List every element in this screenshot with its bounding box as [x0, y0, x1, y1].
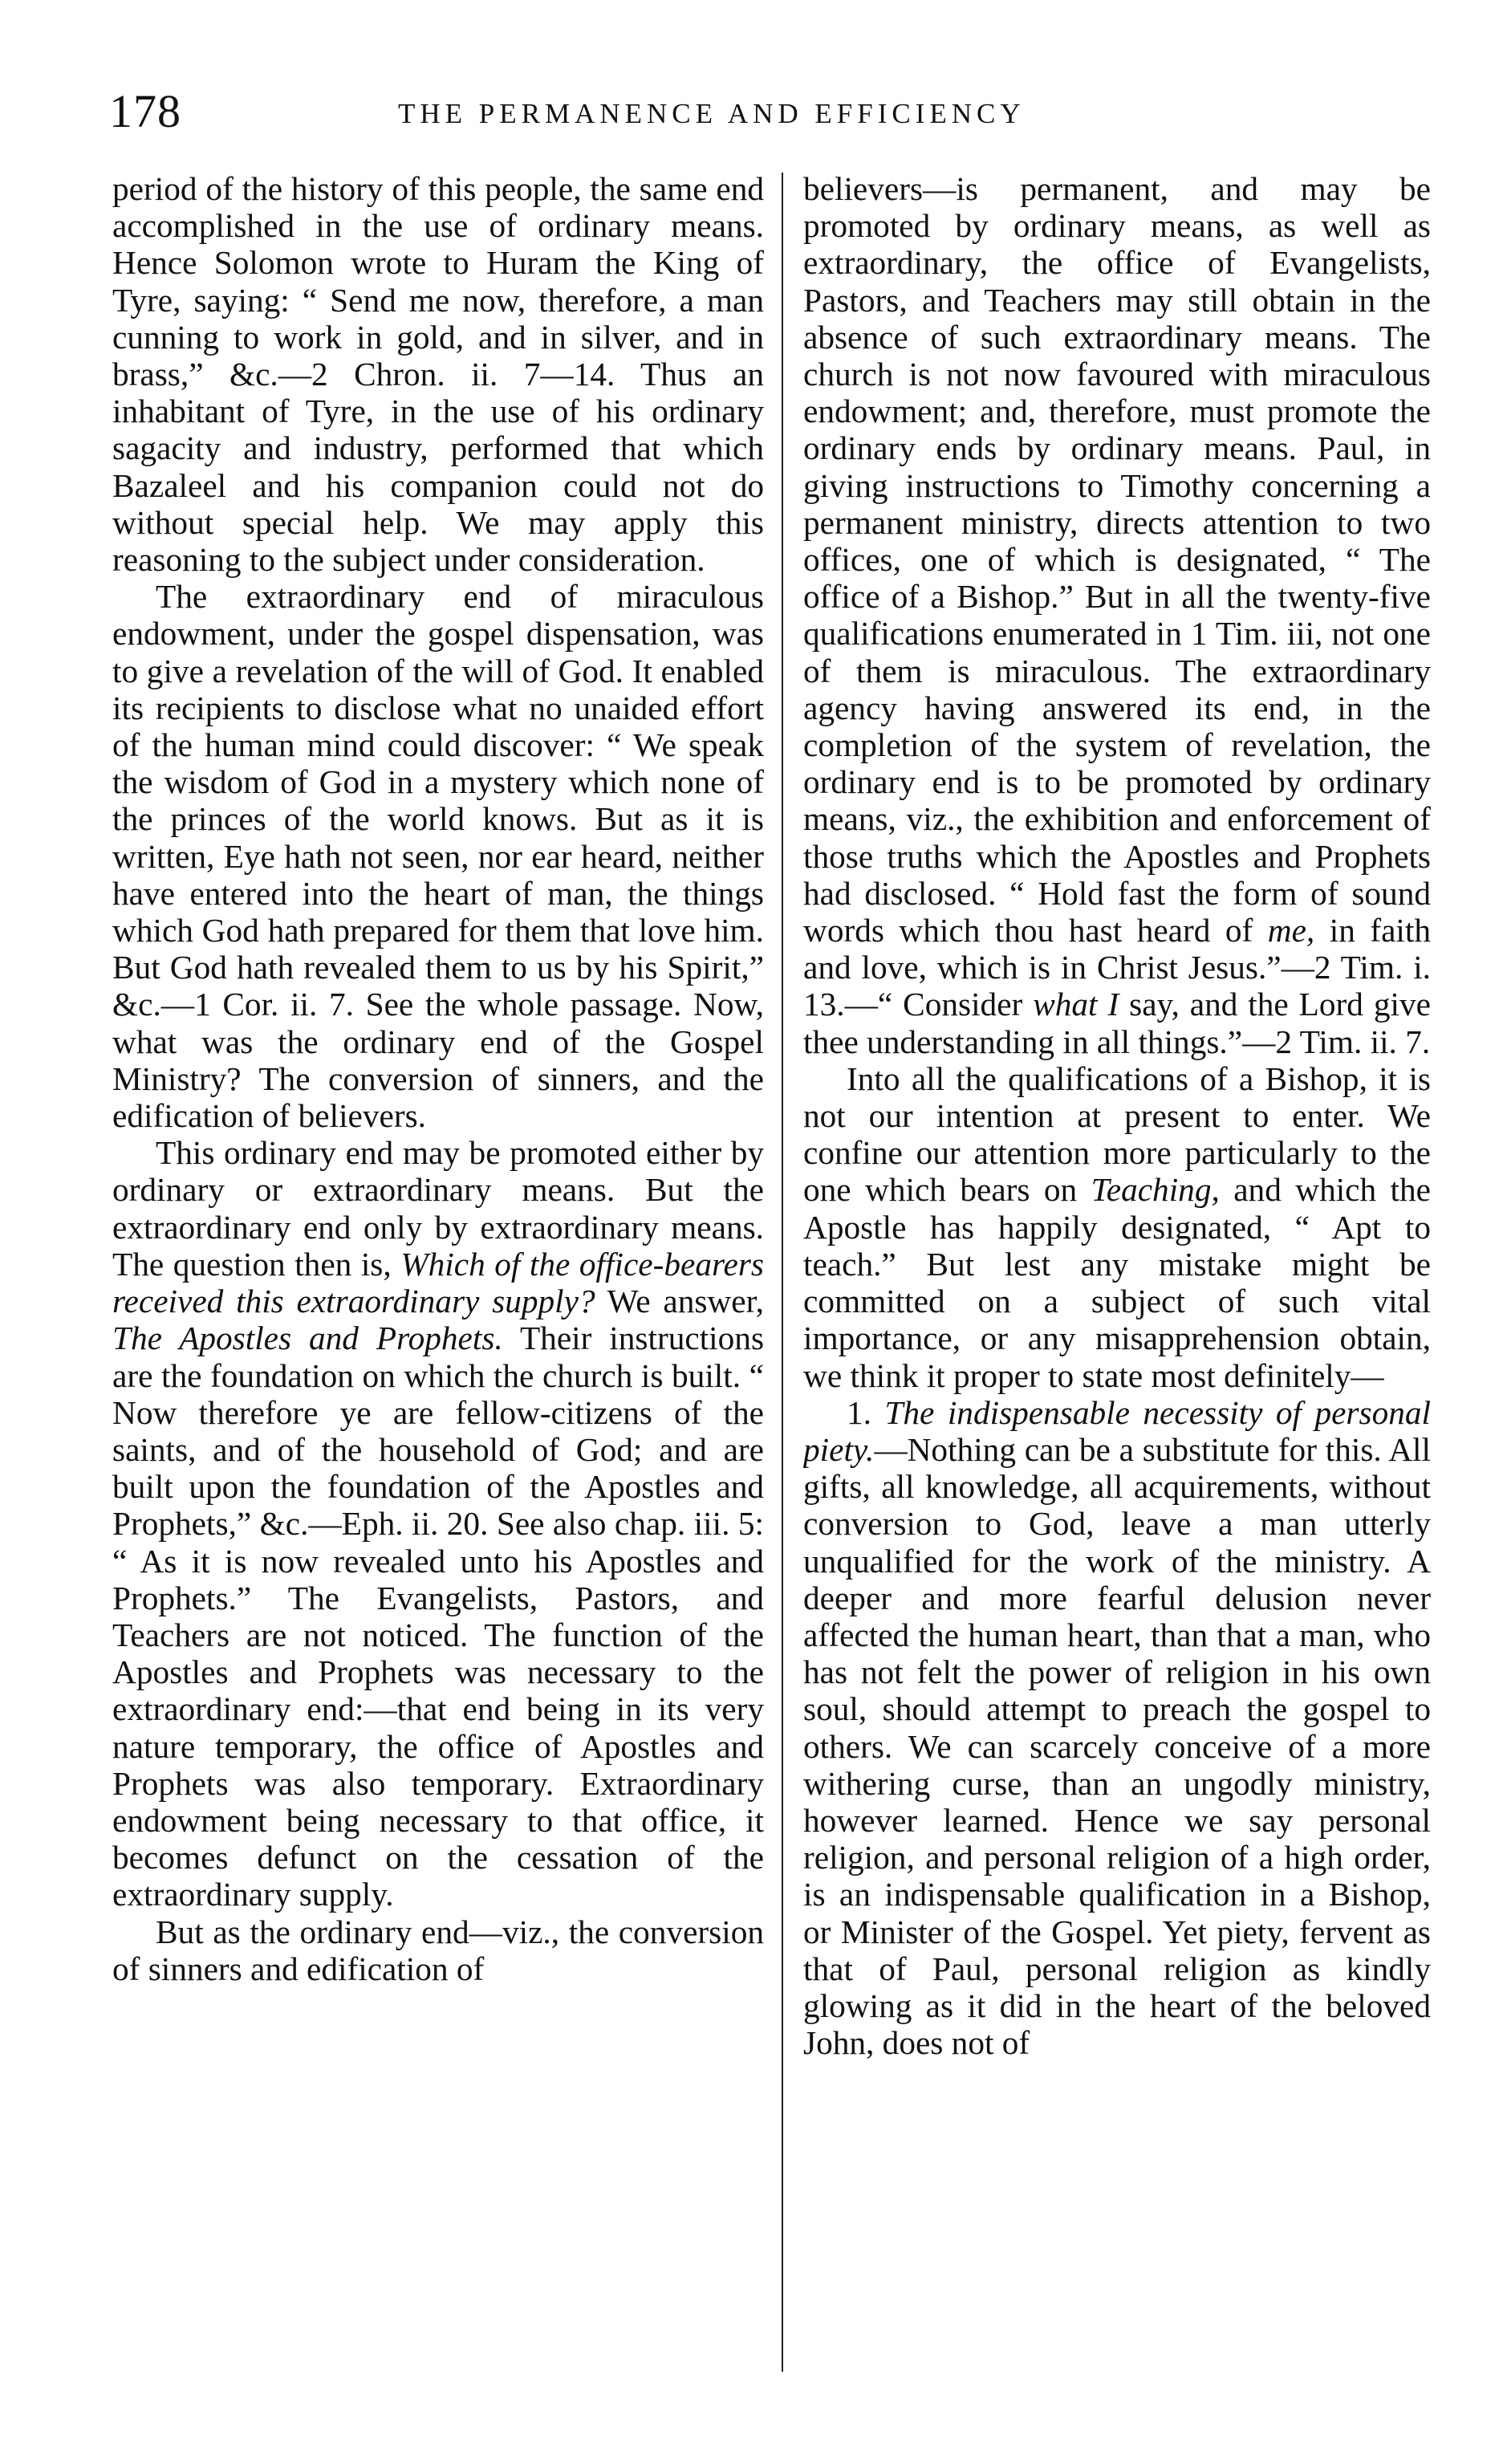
left-paragraph-3-text-c: Their instructions are the foundation on which the church is built. “ Now therefore ye are fellow-citizens of the saints, and of the household of God; and are built upon the foundation of the Apostles and Prophets,” &c.—Eph. ii. 20. See also chap. iii. 5: “ As it is now revealed unto his Apostles and Prophets.” The Evangelists, Pastors, and Teachers are not noticed. The function of the Apostles and Prophets was necessary to the extraordinary end:—that end being in its very nature temporary, the office of Apostles and Prophets was also temporary. Extraordinary endowment being necessary to that office, it becomes defunct on the cessation of the extraordinary supply.: [112, 1319, 764, 1913]
right-paragraph-2: [803, 1060, 1431, 1394]
right-paragraph-3-number: 1.: [847, 1393, 871, 1431]
right-paragraph-1-text-a: believers—is permanent, and may be promoted by ordinary means, as well as extraordinary, the office of Evangelists, Pastors, and Teachers may still obtain in the absence of such extraordinary means. The church is not now favoured with miraculous endowment; and, therefore, must promote the ordinary ends by ordinary means. Paul, in giving instructions to Timothy concerning a permanent ministry, directs attention to two offices, one of which is designated, “ The office of a Bishop.” But in all the twenty-five qualifications enumerated in 1 Tim. iii, not one of them is miraculous. The extraordinary agency having answered its end, in the completion of the system of revelation, the ordinary end is to be promoted by ordinary means, viz., the exhibition and enforcement of those truths which the Apostles and Prophets had disclosed. “ Hold fast the form of sound words which thou hast heard of: [803, 170, 1431, 949]
left-paragraph-1: period of the history of this people, the same end accomplished in the use of ordinary means. Hence Solomon wrote to Huram the King of Tyre, saying: “ Send me now, therefore, a man cunning to work in gold, and in silver, and in brass,” &c.—2 Chron. ii. 7—14. Thus an inhabitant of Tyre, in the use of his ordinary sagacity and industry, performed that which Bazaleel and his companion could not do without special help. We may apply this reasoning to the subject under consideration.: [112, 170, 764, 579]
left-paragraph-3-answer: The Apostles and Prophets.: [112, 1319, 503, 1357]
left-column: [112, 170, 764, 2373]
right-paragraph-2-text-a: Into all the qualifications of a Bishop, it is not our intention at present to enter. We confine our attention more particularly to the one which bears on: [803, 1059, 1431, 1209]
right-paragraph-3-heading: The indispensable necessity of personal piety.: [803, 1393, 1431, 1468]
right-paragraph-1-italic-me: me,: [1267, 912, 1315, 949]
left-paragraph-4: But as the ordinary end—viz., the conversion of sinners and edification of: [112, 1913, 764, 1987]
right-paragraph-1-italic-what: what I: [1033, 986, 1119, 1023]
left-paragraph-3-text-b: We answer,: [607, 1283, 764, 1320]
column-divider: [782, 173, 783, 2372]
right-paragraph-1: [803, 170, 1431, 1060]
right-paragraph-2-italic: Teaching,: [1091, 1171, 1220, 1209]
running-head: THE PERMANENCE AND EFFICIENCY: [398, 98, 1026, 129]
right-paragraph-2-text-b: and which the Apostle has happily designated, “ Apt to teach.” But lest any mistake might be committed on a subject of such vital importance, or any misapprehension obtain, we think it proper to state most definitely—: [803, 1171, 1431, 1394]
left-paragraph-3-question: Which of the office-bearers received this extraordinary supply?: [112, 1245, 764, 1320]
left-paragraph-3-text-a: This ordinary end may be promoted either by ordinary or extraordinary means. But the extraordinary end only by extraordinary means. The question then is,: [112, 1134, 764, 1283]
right-paragraph-1-text-c: say, and the Lord give thee understanding in all things.”—2 Tim. ii. 7.: [803, 986, 1431, 1060]
right-paragraph-3-text: —Nothing can be a substitute for this. All gifts, all knowledge, all acquirements, without conversion to God, leave a man utterly unqualified for the work of the ministry. A deeper and more fearful delusion never affected the human heart, than that a man, who has not felt the power of religion in his own soul, should attempt to preach the gospel to others. We can scarcely conceive of a more withering curse, than an ungodly ministry, however learned. Hence we say personal religion, and personal religion of a high order, is an indispensable qualification in a Bishop, or Minister of the Gospel. Yet piety, fervent as that of Paul, personal religion as kindly glowing as it did in the heart of the beloved John, does not of: [803, 1430, 1431, 2062]
page-header: [109, 83, 1433, 140]
right-column: [803, 170, 1431, 2373]
page-number: 178: [109, 85, 181, 137]
right-paragraph-1-text-b: in faith and love, which is in Christ Jesus.”—2 Tim. i. 13.—“ Consider: [803, 912, 1431, 1023]
left-paragraph-3: [112, 1134, 764, 1913]
left-paragraph-2: The extraordinary end of miraculous endowment, under the gospel dispensation, was to give a revelation of the will of God. It enabled its recipients to disclose what no unaided effort of the human mind could discover: “ We speak the wisdom of God in a mystery which none of the princes of the world knows. But as it is written, Eye hath not seen, nor ear heard, neither have entered into the heart of man, the things which God hath prepared for them that love him. But God hath revealed them to us by his Spirit,” &c.—1 Cor. ii. 7. See the whole passage. Now, what was the ordinary end of the Gospel Ministry? The conversion of sinners, and the edification of believers.: [112, 578, 764, 1135]
right-paragraph-3: [803, 1394, 1431, 2062]
